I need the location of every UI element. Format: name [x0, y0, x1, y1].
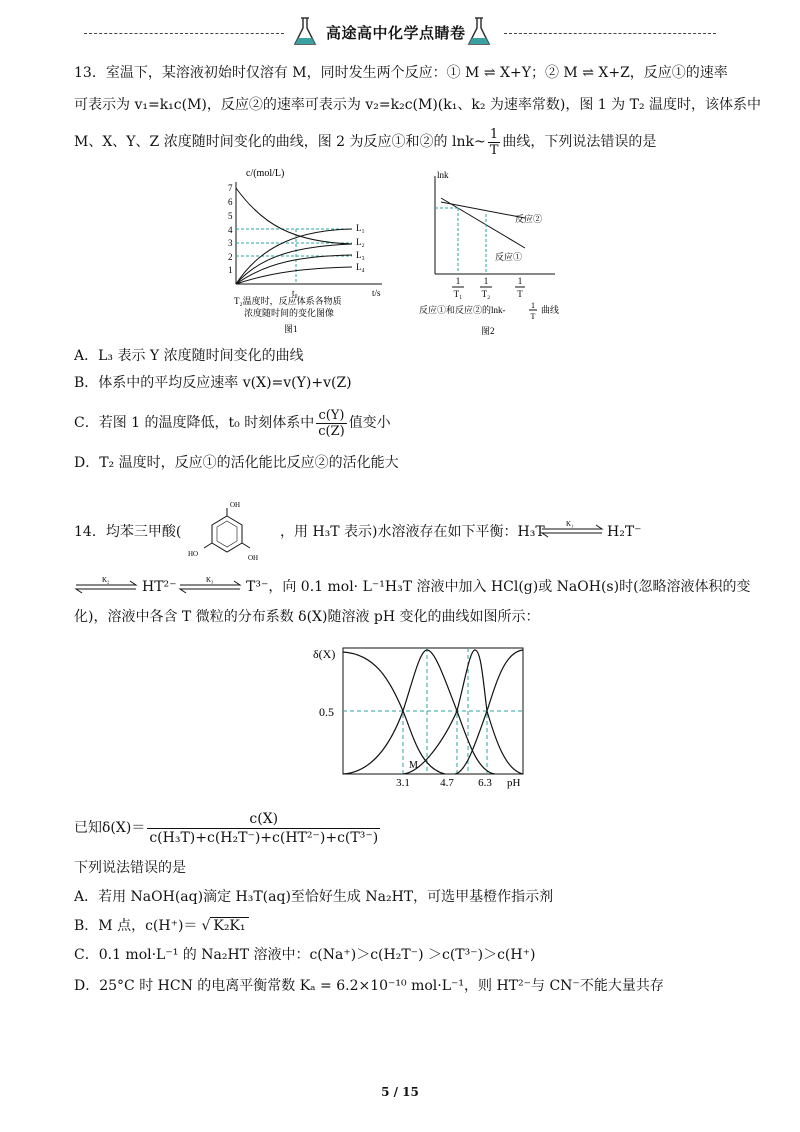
flask-icon — [464, 16, 494, 48]
fig1-name: 图1 — [284, 324, 298, 334]
svg-text:K₃: K₃ — [206, 576, 214, 584]
q13-stem-line3: M、X、Y、Z 浓度随时间变化的曲线，图 2 为反应①和②的 lnk~ $\frac{1}{T}$ 曲线，下列说法错误的是 — [74, 126, 657, 158]
fig1-yticks — [228, 183, 233, 275]
q13-stem-line2: 可表示为 v₁=k₁c(M)，反应②的速率可表示为 v₂=k₂c(M)(k₁、k₂ 为速率常数)，图 1 为 T₂ 温度时，该体系中 — [74, 97, 762, 113]
q14-definition: 已知δ(X)＝ $\frac{c(X)}{\text{c(H₃T)+c(H₂T⁻)+c(HT²⁻)+c(T³⁻)}}$ — [74, 810, 379, 846]
svg-text:T₁: T₁ — [453, 289, 463, 299]
fig2-label-r2: 反应② — [515, 214, 543, 224]
fig1-caption-line1: T₂温度时，反应体系各物质 — [234, 296, 342, 306]
svg-text:2: 2 — [228, 252, 233, 262]
svg-text:1: 1 — [531, 301, 535, 310]
header-divider-right — [504, 33, 716, 34]
svg-text:1: 1 — [483, 276, 489, 286]
svg-text:L₄: L₄ — [356, 262, 365, 272]
fig1-ylabel: c/(mol/L) — [246, 168, 285, 179]
svg-text:曲线: 曲线 — [541, 305, 560, 315]
q14-stem-line2: T³⁻，向 0.1 mol· L⁻¹H₃T 溶液中加入 HCl(g)或 NaOH(s)时(忽略溶液体积的变 — [246, 579, 751, 595]
q14-option-a: A．若用 NaOH(aq)滴定 H₃T(aq)至恰好生成 Na₂HT，可选甲基橙作指示剂 — [74, 889, 554, 905]
fig1-curve-l3 — [236, 255, 352, 284]
q14-stem-ht: HT²⁻ — [142, 579, 177, 595]
q14-stem-line3: 化)，溶液中各含 T 微粒的分布系数 δ(X)随溶液 pH 变化的曲线如图所示： — [74, 609, 540, 625]
fig1-xlabel: t/s — [372, 288, 381, 298]
chart-curve-ht — [403, 650, 523, 774]
fig1-t0: t₀ — [292, 288, 298, 298]
svg-text:L₁: L₁ — [356, 223, 365, 233]
svg-text:OH: OH — [248, 554, 259, 562]
svg-text:6: 6 — [228, 197, 233, 207]
fig1-caption-line2: 浓度随时间的变化图像 — [244, 308, 335, 318]
equilibrium-arrow-k3 — [178, 574, 244, 596]
svg-text:4.7: 4.7 — [440, 777, 454, 789]
q13-option-d: D．T₂ 温度时，反应①的活化能比反应②的活化能大 — [74, 455, 399, 471]
svg-text:L₃: L₃ — [356, 250, 365, 260]
svg-text:HO: HO — [188, 550, 199, 558]
svg-text:K₁: K₁ — [566, 520, 574, 528]
chart-ylabel: δ(X) — [313, 647, 336, 661]
svg-text:1: 1 — [228, 265, 233, 275]
q14-option-c: C．0.1 mol·L⁻¹ 的 Na₂HT 溶液中：c(Na⁺)＞c(H₂T⁻) ＞c(T³⁻)＞c(H⁺) — [74, 947, 536, 963]
svg-text:7: 7 — [228, 183, 233, 193]
chart-point-m: M — [409, 760, 418, 771]
trimesic-acid-structure — [186, 498, 268, 566]
fig2-line-r2 — [441, 202, 525, 218]
svg-text:3.1: 3.1 — [396, 777, 410, 789]
page-number: 5 / 15 — [381, 1085, 419, 1099]
flask-icon — [290, 16, 320, 48]
q14-stem-question: 下列说法错误的是 — [74, 860, 186, 876]
chart-y-half: 0.5 — [319, 705, 334, 719]
svg-text:K₂: K₂ — [102, 576, 110, 584]
svg-text:OH: OH — [230, 501, 241, 509]
q13-figure2 — [415, 168, 565, 338]
svg-text:6.3: 6.3 — [478, 777, 492, 789]
fig2-label-r1: 反应① — [495, 252, 523, 262]
svg-text:5: 5 — [228, 211, 233, 221]
q13-option-a: A．L₃ 表示 Y 浓度随时间变化的曲线 — [74, 348, 304, 364]
svg-text:1: 1 — [455, 276, 461, 286]
equilibrium-arrow-k2 — [74, 574, 140, 596]
equilibrium-arrow-k1 — [540, 518, 604, 540]
header-title: 高途高中化学点睛卷 — [326, 24, 466, 42]
fig2-name: 图2 — [481, 326, 495, 336]
chart-xlabel: pH — [507, 777, 521, 789]
q14-option-d: D．25°C 时 HCN 的电离平衡常数 Kₐ = 6.2×10⁻¹⁰ mol·L⁻¹，则 HT²⁻与 CN⁻不能大量共存 — [74, 978, 664, 994]
q14-distribution-chart — [305, 640, 535, 790]
fig2-line-r1 — [441, 198, 525, 248]
chart-xticks — [396, 777, 492, 789]
q14-stem-line1a: 14．均苯三甲酸( — [74, 524, 182, 540]
chart-guides — [343, 648, 523, 774]
q13-option-c: C．若图 1 的温度降低，t₀ 时刻体系中 $\frac{c(Y)}{c(Z)}$ 值变小 — [74, 407, 391, 439]
q13-stem-line1: 13．室温下，某溶液初始时仅溶有 M，同时发生两个反应：① M ⇌ X+Y；② M ⇌ X+Z，反应①的速率 — [74, 65, 728, 81]
chart-curve-t — [455, 650, 523, 774]
fig2-caption: 反应①和反应②的lnk- — [419, 305, 506, 315]
header-divider-left — [84, 33, 284, 34]
chart-curve-h2t — [343, 650, 495, 774]
q14-stem-line1c: H₂T⁻ — [607, 524, 642, 540]
fig1-curve-l4 — [236, 267, 352, 284]
q13-figure1 — [222, 164, 402, 342]
q14-option-b: B．M 点，c(H⁺)＝ √ K₂K₁ — [74, 917, 249, 935]
svg-text:T₂: T₂ — [481, 289, 491, 299]
svg-text:L₂: L₂ — [356, 237, 365, 247]
svg-text:T: T — [530, 312, 536, 321]
svg-text:3: 3 — [228, 238, 233, 248]
fig1-curve-m — [236, 188, 352, 244]
q13-option-b: B．体系中的平均反应速率 v(X)=v(Y)+v(Z) — [74, 375, 352, 391]
q14-stem-line1b: ，用 H₃T 表示)水溶液存在如下平衡：H₃T — [280, 524, 545, 540]
svg-text:T: T — [517, 289, 523, 299]
svg-text:4: 4 — [228, 225, 233, 235]
fig2-ylabel: lnk — [437, 170, 449, 180]
svg-text:1: 1 — [517, 276, 523, 286]
fig1-curve-l2 — [236, 244, 352, 284]
